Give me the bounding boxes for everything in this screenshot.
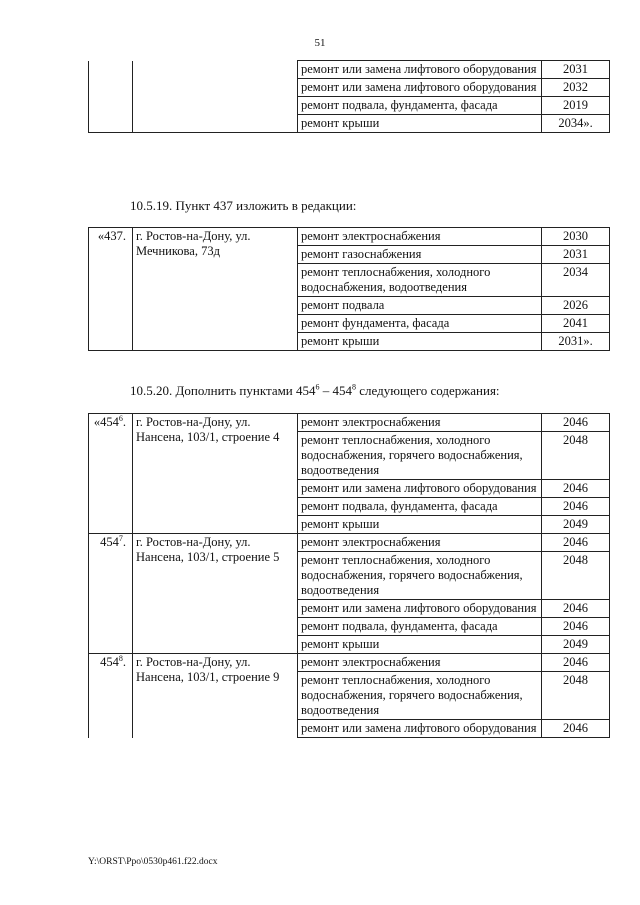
item-number-tail: . [122,655,126,669]
year-cell: 2032 [542,79,610,97]
year-cell: 2026 [542,297,610,315]
work-cell: ремонт теплоснабжения, холодного водоснабжения, горячего водоснабжения, водоотведения [298,552,542,600]
work-cell: ремонт электроснабжения [298,534,542,552]
item-number-sup: 6 [118,413,123,423]
item-number-sup: 7 [118,533,123,543]
year-cell: 2046 [542,498,610,516]
item-number-cell [89,654,133,738]
para-prefix: 10.5.20. Дополнить пунктами 454 [130,383,316,398]
address-cell: г. Ростов-на-Дону, ул. Мечникова, 73д [133,228,298,351]
work-cell: ремонт подвала, фундамента, фасада [298,97,542,115]
work-cell: ремонт электроснабжения [298,414,542,432]
address-cell: г. Ростов-на-Дону, ул. Нансена, 103/1, строение 5 [133,534,298,654]
year-cell: 2019 [542,97,610,115]
item-number-tail: . [122,415,126,429]
work-cell: ремонт или замена лифтового оборудования [298,61,542,79]
paragraph-10-5-20 [130,383,500,399]
work-cell: ремонт подвала, фундамента, фасада [298,618,542,636]
year-cell: 2030 [542,228,610,246]
year-cell: 2046 [542,618,610,636]
year-cell: 2034 [542,264,610,297]
footer-file-path: Y:\ORST\Ppo\0530p461.f22.docx [88,857,218,867]
item-number: 454 [100,535,119,549]
work-cell: ремонт или замена лифтового оборудования [298,79,542,97]
work-cell: ремонт крыши [298,115,542,133]
work-cell: ремонт крыши [298,636,542,654]
item-number-tail: . [122,535,126,549]
continued-table [88,60,610,133]
address-cell [133,61,298,133]
work-cell: ремонт электроснабжения [298,654,542,672]
table-row [89,228,610,246]
work-cell: ремонт или замена лифтового оборудования [298,600,542,618]
table-row [89,414,610,432]
para-dash: – 454 [319,383,353,398]
table-row [89,534,610,552]
year-cell: 2031 [542,246,610,264]
address-cell: г. Ростов-на-Дону, ул. Нансена, 103/1, строение 4 [133,414,298,534]
work-cell: ремонт крыши [298,516,542,534]
item-number-sup: 8 [118,653,123,663]
work-cell: ремонт крыши [298,333,542,351]
year-cell: 2049 [542,516,610,534]
address-cell: г. Ростов-на-Дону, ул. Нансена, 103/1, строение 9 [133,654,298,738]
work-cell: ремонт электроснабжения [298,228,542,246]
item-number-cell [89,414,133,534]
work-cell: ремонт теплоснабжения, холодного водоснабжения, водоотведения [298,264,542,297]
work-cell: ремонт теплоснабжения, холодного водоснабжения, горячего водоснабжения, водоотведения [298,432,542,480]
item-437-table [88,227,610,351]
year-cell: 2048 [542,552,610,600]
item-number-cell [89,534,133,654]
work-cell: ремонт фундамента, фасада [298,315,542,333]
year-cell: 2046 [542,480,610,498]
year-cell: 2046 [542,654,610,672]
year-cell: 2046 [542,534,610,552]
table-row [89,654,610,672]
table-row [89,61,610,79]
work-cell: ремонт подвала, фундамента, фасада [298,498,542,516]
year-cell: 2046 [542,720,610,738]
year-cell: 2048 [542,672,610,720]
year-cell: 2031». [542,333,610,351]
year-cell: 2041 [542,315,610,333]
page-number: 51 [314,37,326,49]
para-suffix: следующего содержания: [356,383,500,398]
year-cell: 2046 [542,414,610,432]
year-cell: 2049 [542,636,610,654]
work-cell: ремонт подвала [298,297,542,315]
work-cell: ремонт газоснабжения [298,246,542,264]
para-sup-2: 8 [352,382,357,392]
items-454-table [88,413,610,738]
work-cell: ремонт или замена лифтового оборудования [298,480,542,498]
year-cell: 2048 [542,432,610,480]
year-cell: 2031 [542,61,610,79]
item-number: 454 [100,655,119,669]
item-number: «454 [93,415,119,429]
paragraph-10-5-19: 10.5.19. Пункт 437 изложить в редакции: [130,198,357,213]
work-cell: ремонт теплоснабжения, холодного водоснабжения, горячего водоснабжения, водоотведения [298,672,542,720]
item-number-cell: «437. [89,228,133,351]
work-cell: ремонт или замена лифтового оборудования [298,720,542,738]
year-cell: 2034». [542,115,610,133]
year-cell: 2046 [542,600,610,618]
item-number-cell [89,61,133,133]
para-sup-1: 6 [315,382,320,392]
